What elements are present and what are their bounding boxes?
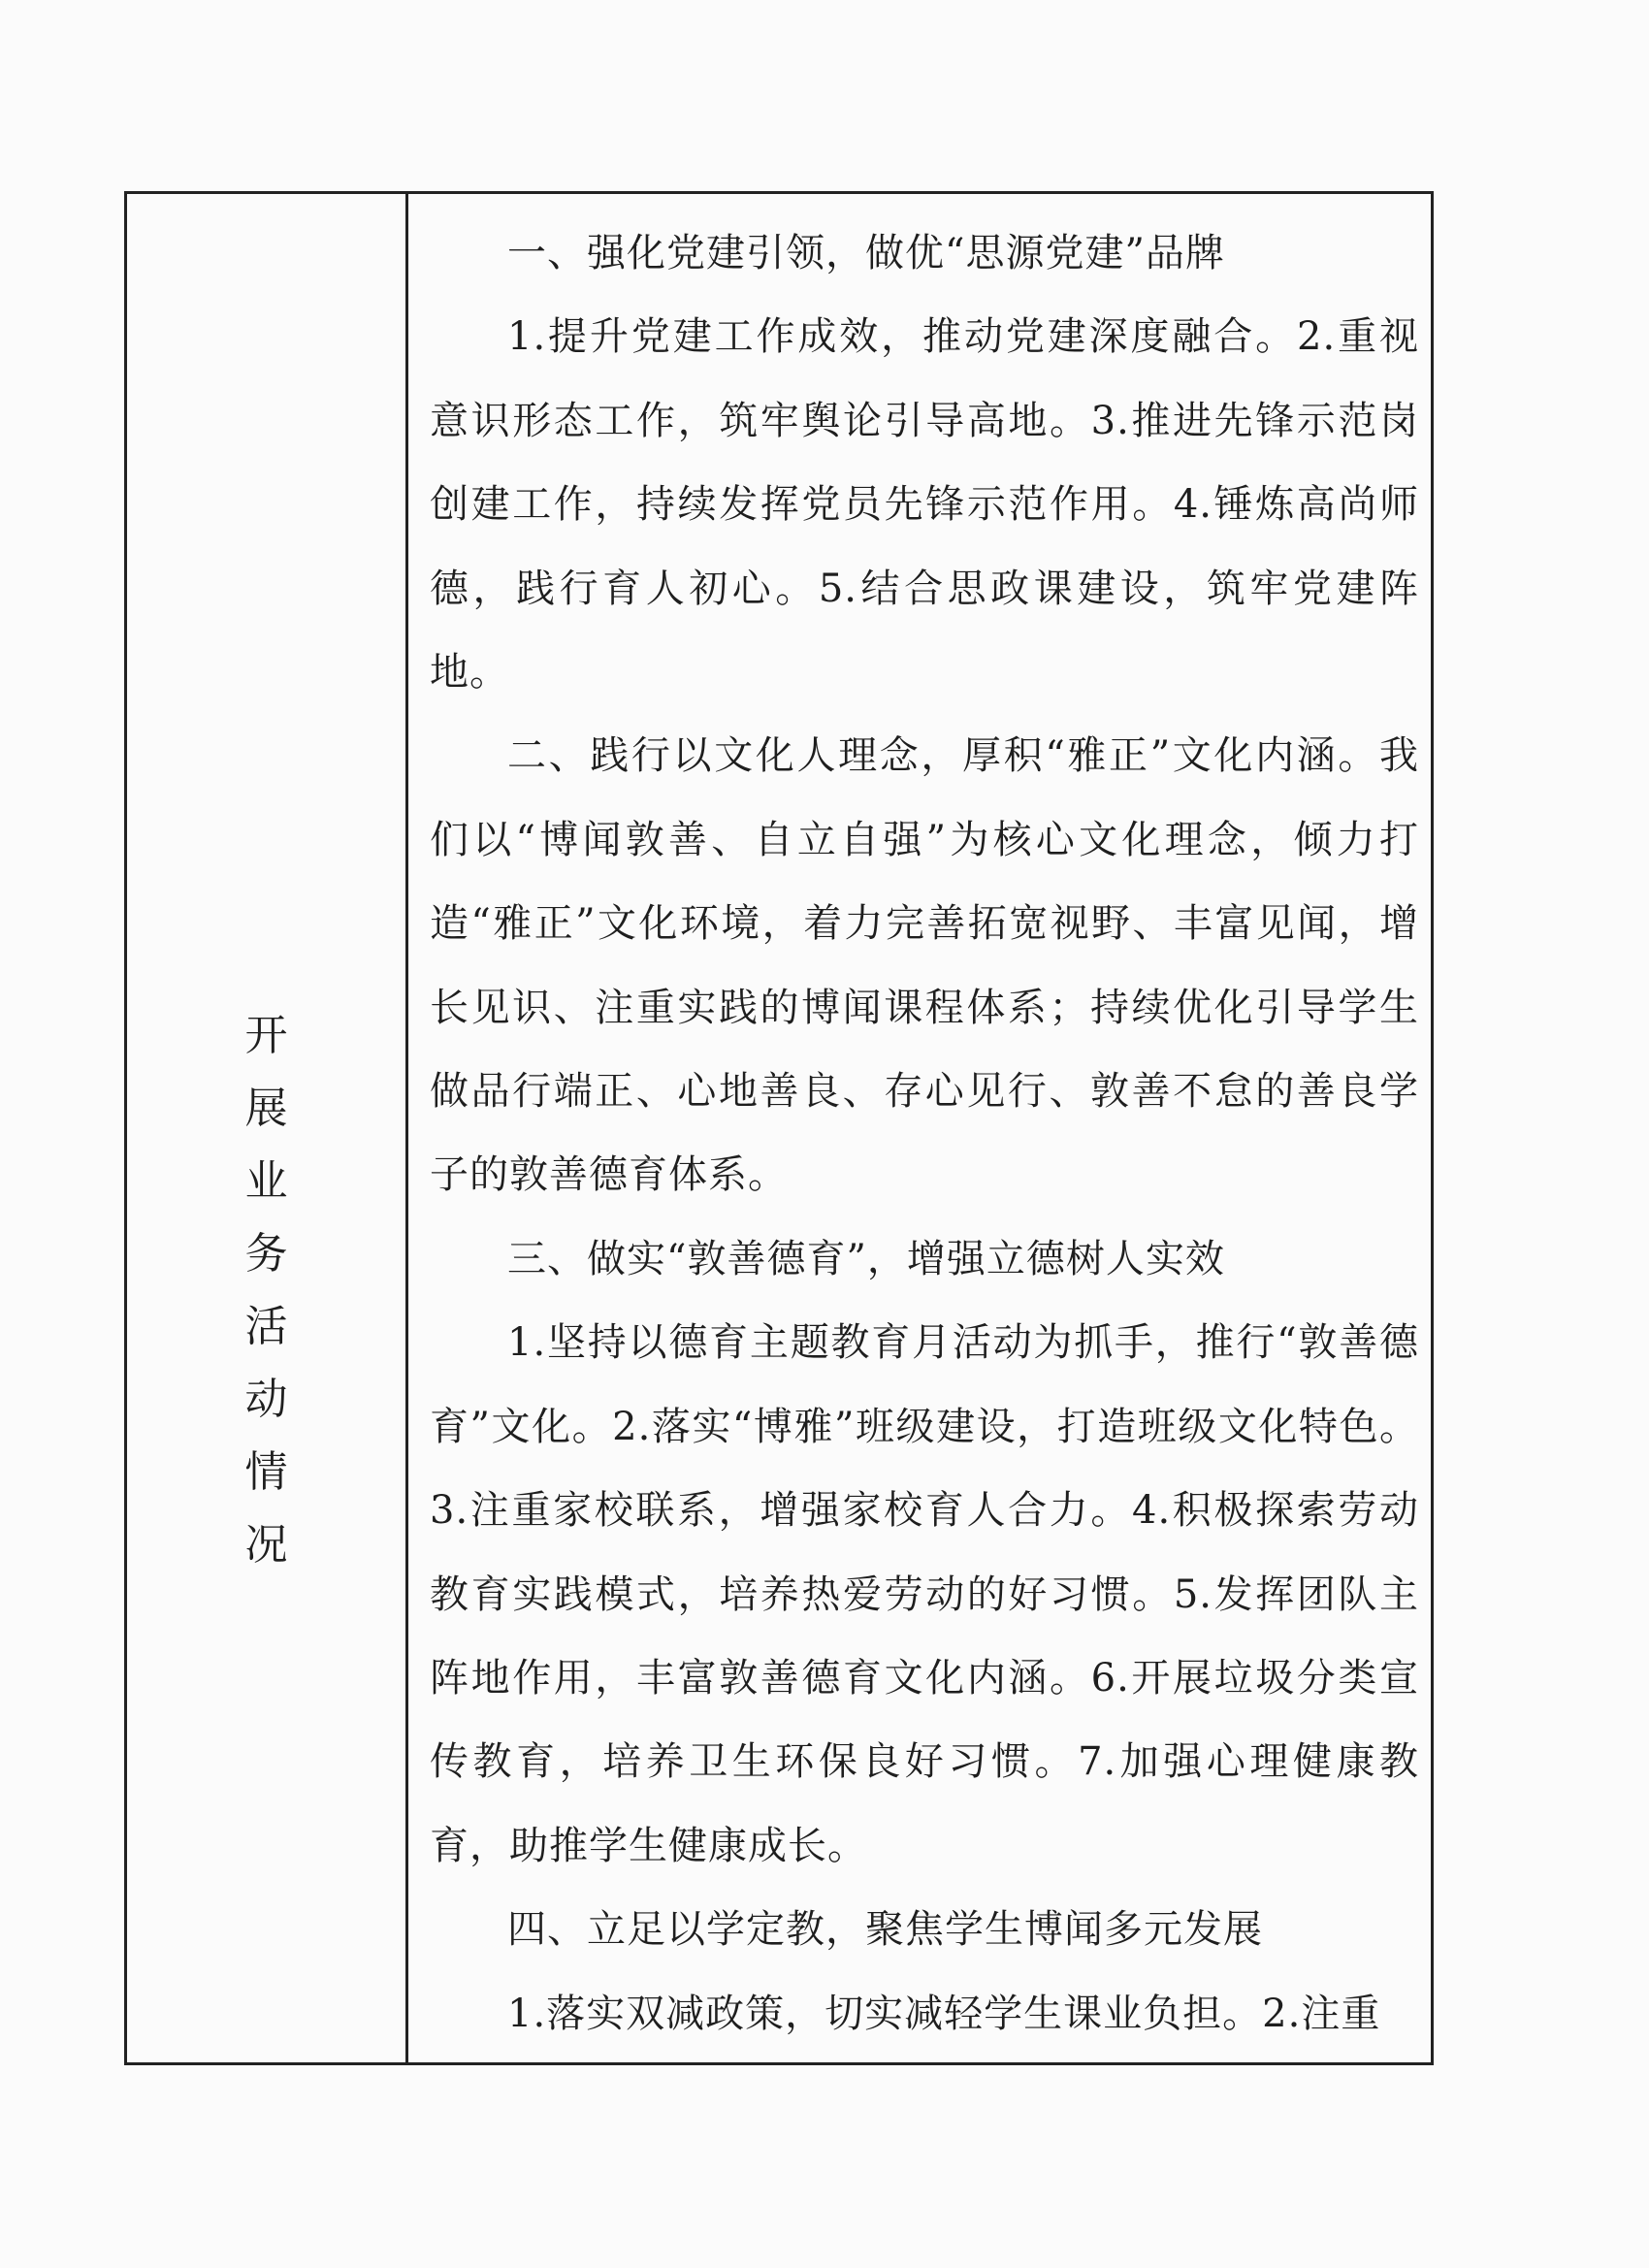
row-label-activities bbox=[127, 999, 405, 1581]
label-char: 活 bbox=[244, 1302, 288, 1351]
report-table bbox=[124, 191, 1434, 2065]
label-char: 情 bbox=[244, 1447, 288, 1497]
section-heading-1: 一、强化党建引领，做优“思源党建”品牌 bbox=[507, 231, 1225, 275]
label-char: 动 bbox=[244, 1375, 288, 1424]
label-char: 况 bbox=[244, 1520, 288, 1570]
section-heading-4: 四、立足以学定教，聚焦学生博闻多元发展 bbox=[507, 1907, 1263, 1953]
section-heading-2: 二、践行以文化人理念，厚积“雅正”文化内涵。我们以“博闻敦善、自立自强”为核心文化理念，倾力打造“雅正”文化环境，着力完善拓宽视野、丰富见闻，增长见识、注重实践的博闻课程体系；持续优化引导学生做品行端正、心地善良、存心见行、敦善不怠的善良学子的敦善德育体系。 bbox=[430, 733, 1419, 1198]
row-label-cell bbox=[127, 194, 408, 2062]
section-body-3: 1.坚持以德育主题教育月活动为抓手，推行“敦善德育”文化。2.落实“博雅”班级建设，打造班级文化特色。3.注重家校联系，增强家校育人合力。4.积极探索劳动教育实践模式，培养热爱劳动的好习惯。5.发挥团队主阵地作用，丰富敦善德育文化内涵。6.开展垃圾分类宣传教育，培养卫生环保良好习惯。7.加强心理健康教育，助推学生健康成长。 bbox=[430, 1320, 1419, 1868]
label-char: 开 bbox=[244, 1011, 288, 1060]
section-body-1: 1.提升党建工作成效，推动党建深度融合。2.重视意识形态工作，筑牢舆论引导高地。3.推进先锋示范岗创建工作，持续发挥党员先锋示范作用。4.锤炼高尚师德，践行育人初心。5.结合思政课建设，筑牢党建阵地。 bbox=[430, 314, 1419, 696]
label-char: 务 bbox=[244, 1229, 288, 1279]
label-char: 业 bbox=[244, 1156, 288, 1206]
section-body-4: 1.落实双减政策，切实减轻学生课业负担。2.注重 bbox=[507, 1991, 1381, 2036]
content-cell bbox=[408, 194, 1431, 2062]
label-char: 展 bbox=[244, 1084, 288, 1133]
section-heading-3: 三、做实“敦善德育”，增强立德树人实效 bbox=[507, 1236, 1225, 1281]
